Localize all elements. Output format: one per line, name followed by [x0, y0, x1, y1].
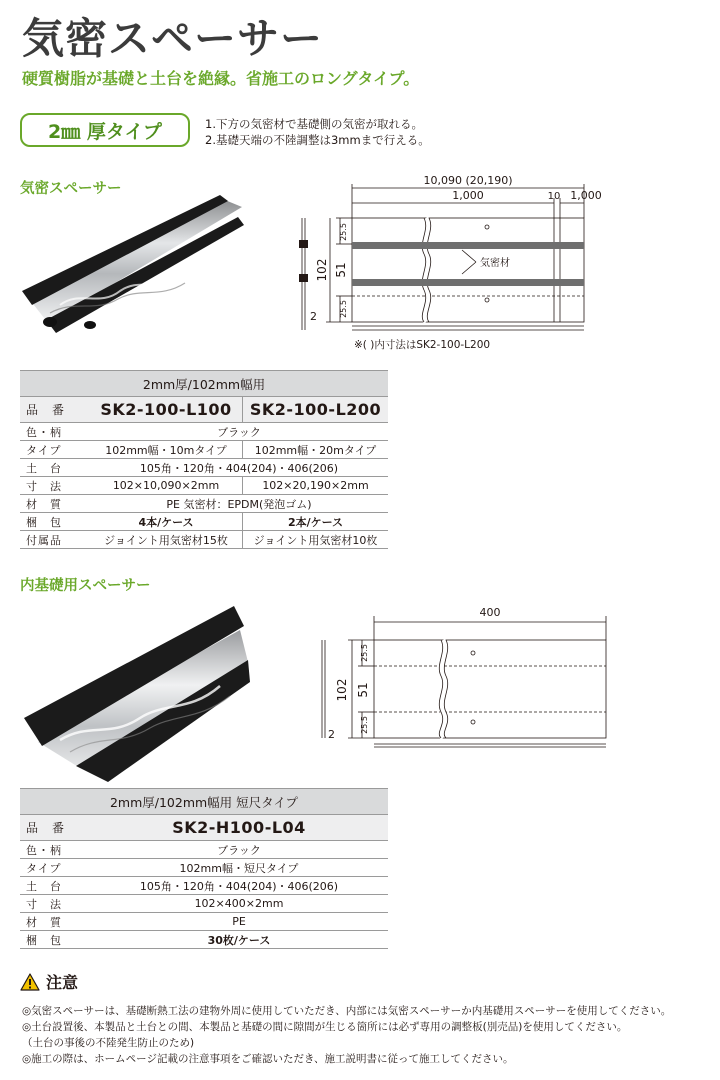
caution-list [22, 1003, 671, 1067]
caution-title: 注意 [46, 973, 79, 992]
cell: 2本/ケース [243, 513, 389, 531]
feature-item: 2.基礎天端の不陸調整は3mmまで行える。 [205, 133, 430, 147]
spec-table-inner [20, 788, 388, 949]
model-number: SK2-100-L200 [243, 397, 389, 423]
dim-edge-top: 25.5 [339, 223, 348, 241]
row-label: 土 台 [20, 877, 90, 895]
row-label: 梱 包 [20, 513, 90, 531]
cell: 4本/ケース [90, 513, 243, 531]
cell: 102mm幅・10mタイプ [90, 441, 243, 459]
cell: 105角・120角・404(204)・406(206) [90, 877, 388, 895]
cell: ブラック [90, 423, 388, 441]
label-material: 気密材 [480, 258, 510, 269]
model-number: SK2-100-L100 [90, 397, 243, 423]
dim-segment-1: 1,000 [452, 189, 484, 202]
row-label: 品 番 [20, 815, 90, 841]
cell: 102mm幅・短尺タイプ [90, 859, 388, 877]
dim-thickness: 2 [328, 728, 335, 741]
dim-edge-bottom: 25.5 [360, 716, 369, 734]
section-title-airtight-spacer: 気密スペーサー [20, 181, 122, 197]
model-number: SK2-H100-L04 [90, 815, 388, 841]
caution-heading [20, 970, 78, 993]
row-label: 土 台 [20, 459, 90, 477]
dim-height: 102 [315, 258, 329, 282]
section-title-inner-spacer: 内基礎用スペーサー [20, 578, 151, 594]
row-label: 寸 法 [20, 895, 90, 913]
dim-edge-bottom: 25.5 [339, 300, 348, 318]
dim-overall: 10,090 (20,190) [423, 174, 513, 187]
airtight-spacer-photo [20, 195, 245, 345]
drawing-note: ※( )内寸法はSK2-100-L200 [354, 339, 491, 351]
row-label: 材 質 [20, 495, 90, 513]
inner-spacer-drawing [310, 600, 620, 755]
row-label: 付属品 [20, 531, 90, 549]
row-label: 寸 法 [20, 477, 90, 495]
page-title: 気密スペーサー [22, 14, 324, 63]
dim-height: 102 [335, 678, 349, 702]
row-label: 梱 包 [20, 931, 90, 949]
caution-line: （土台の事後の不陸発生防止のため) [22, 1037, 195, 1049]
caution-line: ◎施工の際は、ホームページ記載の注意事項をご確認いただき、施工説明書に従って施工してください。 [22, 1053, 514, 1065]
airtight-spacer-drawing [290, 170, 620, 355]
cell: ジョイント用気密材10枚 [243, 531, 389, 549]
dim-length: 400 [479, 606, 501, 619]
cell: 102×400×2mm [90, 895, 388, 913]
row-label: 色・柄 [20, 841, 90, 859]
table-header: 2mm厚/102mm幅用 [20, 371, 388, 397]
row-label: 色・柄 [20, 423, 90, 441]
inner-spacer-photo [20, 600, 250, 785]
row-label: タイプ [20, 441, 90, 459]
dim-thickness: 2 [310, 310, 317, 323]
spec-table-airtight [20, 370, 388, 549]
cell: ジョイント用気密材15枚 [90, 531, 243, 549]
cell: 105角・120角・404(204)・406(206) [90, 459, 388, 477]
row-label: タイプ [20, 859, 90, 877]
table-header: 2mm厚/102mm幅用 短尺タイプ [20, 789, 388, 815]
cell: PE 気密材：EPDM(発泡ゴム) [90, 495, 388, 513]
cell: ブラック [90, 841, 388, 859]
dim-segment-2: 1,000 [570, 189, 602, 202]
feature-list [205, 116, 430, 148]
warning-icon [20, 973, 40, 991]
thickness-badge: 2㎜ 厚タイプ [20, 113, 190, 147]
cell: 30枚/ケース [90, 931, 388, 949]
dim-gap: 10 [547, 191, 561, 202]
dim-inner: 51 [334, 262, 348, 278]
cell: 102mm幅・20mタイプ [243, 441, 389, 459]
page-subtitle: 硬質樹脂が基礎と土台を絶縁。省施工のロングタイプ。 [22, 69, 420, 88]
feature-item: 1.下方の気密材で基礎側の気密が取れる。 [205, 117, 423, 131]
caution-line: ◎土台設置後、本製品と土台との間、本製品と基礎の間に隙間が生じる箇所には必ず専用の調整板(別売品)を使用してください。 [22, 1021, 628, 1033]
cell: 102×10,090×2mm [90, 477, 243, 495]
dim-inner: 51 [356, 682, 370, 698]
caution-line: ◎気密スペーサーは、基礎断熱工法の建物外周に使用していただき、内部には気密スペーサーか内基礎用スペーサーを使用してください。 [22, 1005, 672, 1017]
row-label: 品 番 [20, 397, 90, 423]
cell: PE [90, 913, 388, 931]
row-label: 材 質 [20, 913, 90, 931]
cell: 102×20,190×2mm [243, 477, 389, 495]
dim-edge-top: 25.5 [360, 644, 369, 662]
